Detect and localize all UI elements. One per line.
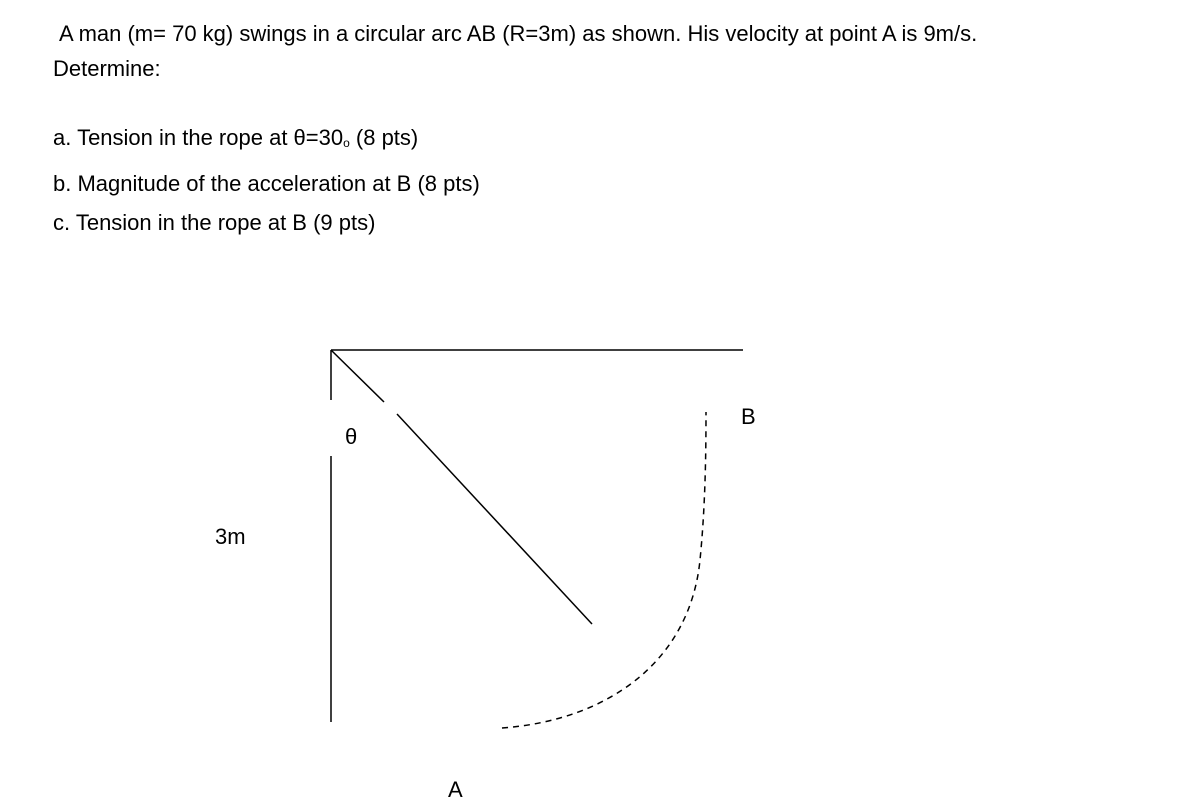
angle-label: θ bbox=[345, 424, 358, 449]
question-c: c. Tension in the rope at B (9 pts) bbox=[53, 210, 376, 235]
problem-intro-line-2: Determine: bbox=[53, 56, 161, 81]
question-a-points: (8 pts) bbox=[349, 125, 419, 150]
problem-intro-line-1: A man (m= 70 kg) swings in a circular arc AB (R=3m) as shown. His velocity at point A is 9m/s. bbox=[59, 21, 978, 46]
question-a-text: a. Tension in the rope at θ=30 bbox=[53, 125, 344, 150]
point-b-label: B bbox=[741, 404, 756, 429]
question-b: b. Magnitude of the acceleration at B (8 pts) bbox=[53, 170, 480, 196]
swing-arc-path bbox=[502, 412, 706, 728]
point-a-label: A bbox=[448, 777, 463, 802]
degree-symbol: o bbox=[343, 136, 350, 150]
length-label: 3m bbox=[215, 524, 246, 549]
rope-main-segment bbox=[397, 414, 592, 624]
rope-upper-segment bbox=[331, 350, 384, 402]
